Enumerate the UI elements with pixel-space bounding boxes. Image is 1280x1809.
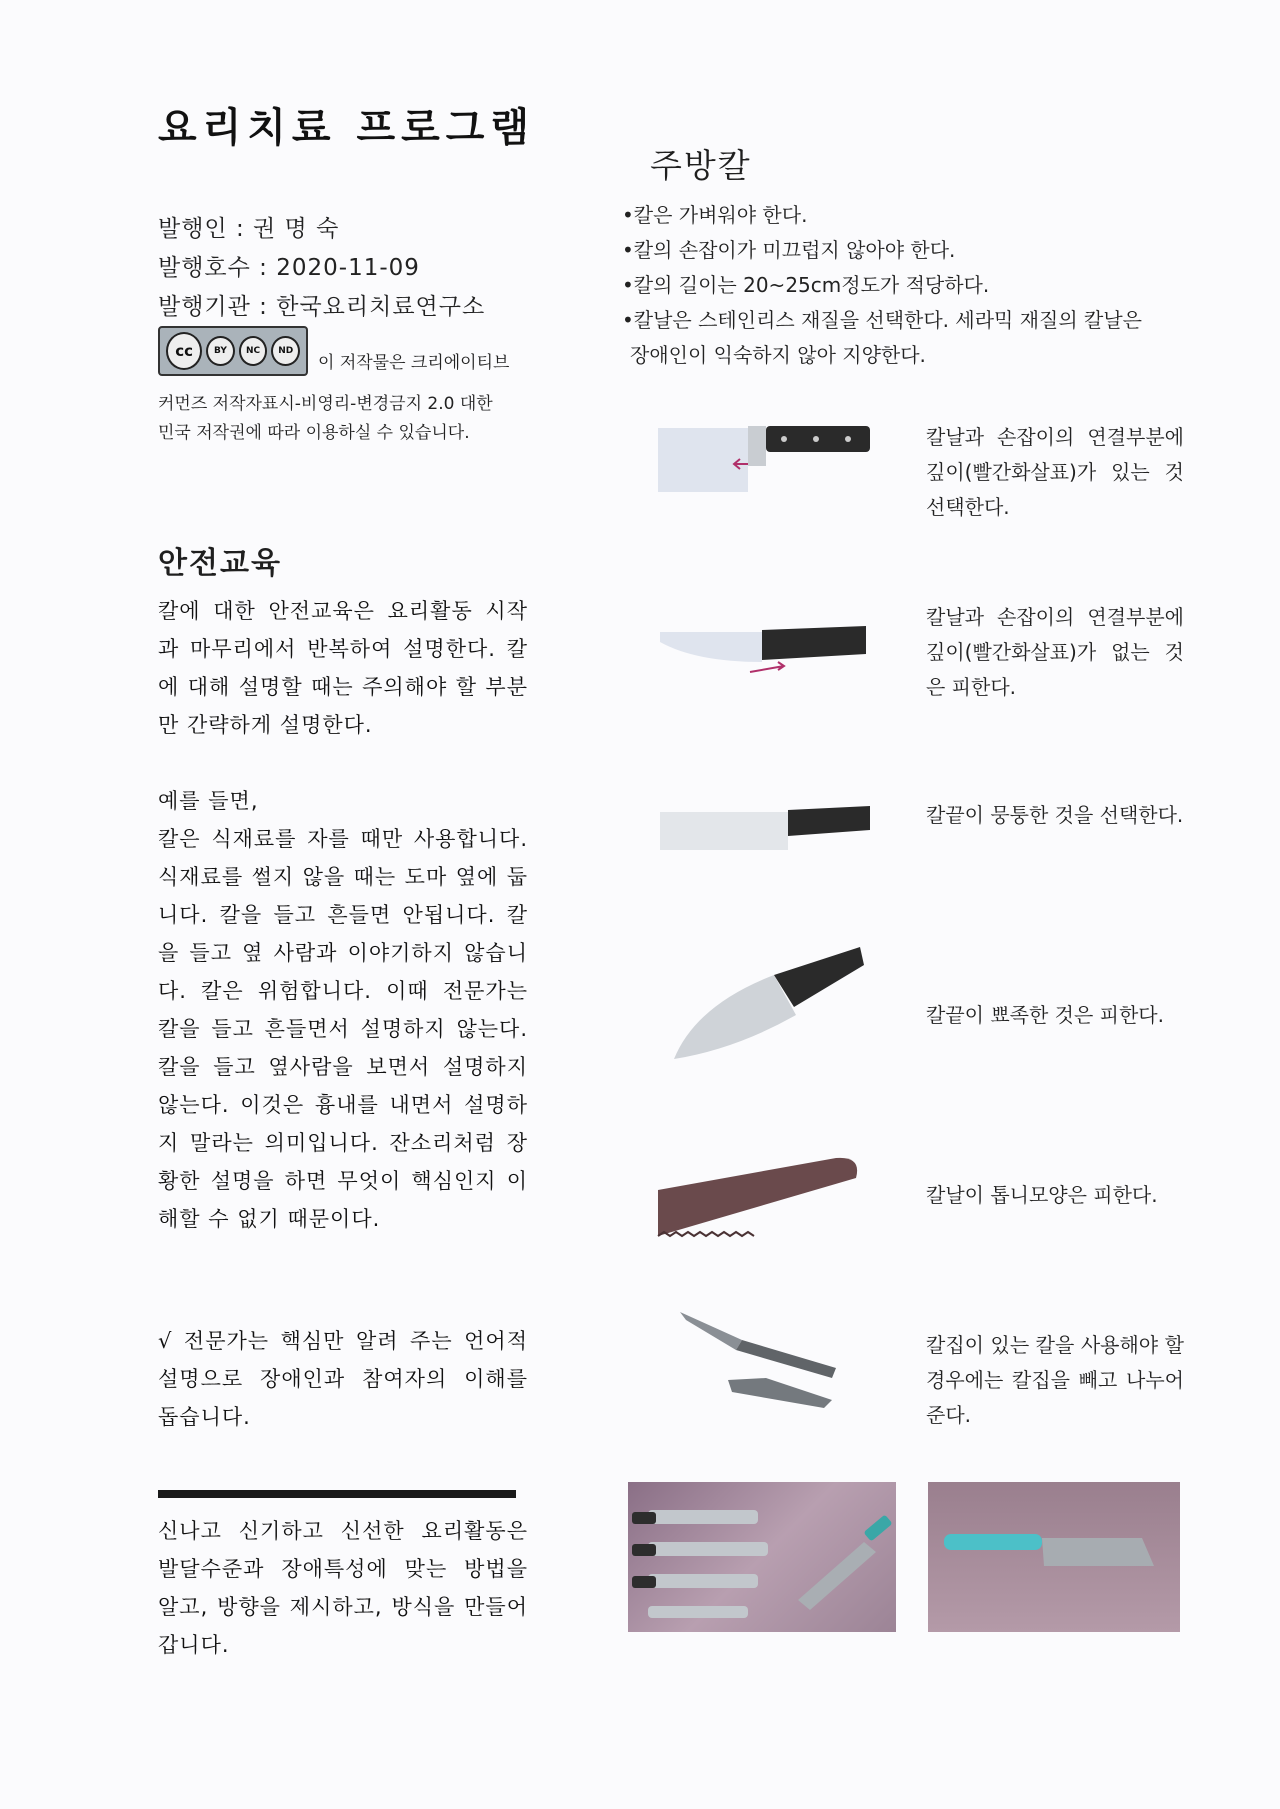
caption-3: 칼끝이 뭉퉁한 것을 선택한다. [926, 803, 1184, 827]
license-text-3: 민국 저작권에 따라 이용하실 수 있습니다. [158, 423, 470, 443]
divider [158, 1490, 516, 1498]
nc-icon: NC [239, 336, 268, 366]
organization-line: 발행기관 : 한국요리치료연구소 [158, 294, 486, 320]
issue-line: 발행호수 : 2020-11-09 [158, 255, 420, 281]
bullet-item: •칼의 손잡이가 미끄럽지 않아야 한다. [622, 238, 956, 262]
license-text-1: 이 저작물은 크리에이티브 [318, 353, 510, 373]
blade [674, 975, 796, 1059]
safety-example: 칼은 식재료를 자를 때만 사용합니다. 식재료를 썰지 않을 때는 도마 옆에 둡니다. 칼을 들고 흔들면 안됩니다. 칼을 들고 옆 사람과 이야기하지 않습니다. 칼은 위험합니다. 이때 전문가는 칼을 들고 흔들면서 설명하지 않는다. 칼을 들고 옆사람을 보면서 설명하지 않는다. 이것은 흉내를 내면서 설명하지 말라는 의미입니다. 잔소리처럼 장황한 설명을 하면 무엇이 핵심인지 이해할 수 없기 때문이다. [158, 827, 528, 1231]
blade [658, 428, 748, 492]
license-text-2: 커먼즈 저작자표시-비영리-변경금지 2.0 대한 [158, 394, 493, 414]
bullet-item: •칼은 가벼워야 한다. [622, 203, 808, 227]
knife-heading: 주방칼 [650, 146, 752, 185]
safety-intro: 칼에 대한 안전교육은 요리활동 시작과 마무리에서 반복하여 설명한다. 칼에 대해 설명할 때는 주의해야 할 부분만 간략하게 설명한다. [158, 599, 528, 737]
blade [658, 1158, 857, 1236]
publisher-line: 발행인 : 권 명 숙 [158, 216, 340, 242]
cc-license-badge [158, 326, 308, 376]
handle [762, 626, 866, 660]
bullet-item: •칼의 길이는 20~25cm정도가 적당하다. [622, 273, 990, 297]
sheath [728, 1378, 832, 1408]
page-title: 요리치료 프로그램 [158, 105, 536, 151]
knife-set-photo [628, 1482, 896, 1632]
blade [680, 1312, 742, 1350]
knife-image-serrated [656, 1150, 876, 1240]
handle [788, 806, 870, 836]
bullet-item-continued: 장애인이 익숙하지 않아 지양한다. [630, 343, 926, 367]
knife-image-bolster [656, 420, 876, 500]
knife-sheath-photo [928, 1482, 1180, 1632]
blade [660, 812, 788, 850]
red-arrow-icon [750, 662, 784, 672]
caption-1: 칼날과 손잡이의 연결부분에 깊이(빨간화살표)가 있는 것 선택한다. [926, 425, 1184, 519]
caption-5: 칼날이 톱니모양은 피한다. [926, 1183, 1158, 1207]
knife-image-sheath [656, 1308, 876, 1408]
closing-text: 신나고 신기하고 신선한 요리활동은 발달수준과 장애특성에 맞는 방법을 알고, 방향을 제시하고, 방식을 만들어 갑니다. [158, 1519, 528, 1657]
knife-image-pointed-tip [656, 945, 876, 1065]
handle [736, 1340, 836, 1378]
cc-icon: cc [166, 332, 202, 370]
by-icon: BY [206, 336, 235, 366]
knife-image-no-bolster [656, 620, 876, 680]
blade [660, 632, 762, 662]
caption-4: 칼끝이 뾰족한 것은 피한다. [926, 1003, 1164, 1027]
bullet-item: •칼날은 스테인리스 재질을 선택한다. 세라믹 재질의 칼날은 [622, 308, 1142, 332]
knife-bullets [622, 198, 1192, 373]
caption-6: 칼집이 있는 칼을 사용해야 할 경우에는 칼집을 빼고 나누어 준다. [926, 1333, 1184, 1427]
expert-note: √ 전문가는 핵심만 알려 주는 언어적 설명으로 장애인과 참여자의 이해를 돕습니다. [158, 1329, 528, 1429]
knife-image-blunt-tip [656, 800, 876, 860]
example-label: 예를 들면, [158, 789, 259, 813]
safety-heading: 안전교육 [158, 546, 282, 581]
handle [774, 947, 864, 1007]
nd-icon: ND [271, 336, 300, 366]
caption-2: 칼날과 손잡이의 연결부분에 깊이(빨간화살표)가 없는 것은 피한다. [926, 605, 1184, 699]
